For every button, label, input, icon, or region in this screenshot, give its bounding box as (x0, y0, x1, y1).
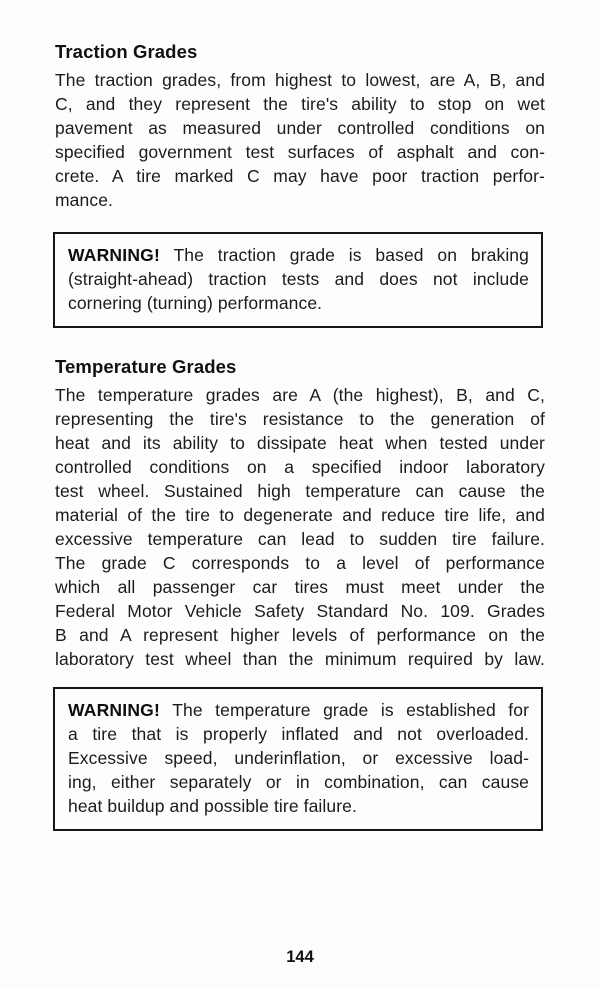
text-line: Federal Motor Vehicle Safety Standard No. 109. Grades (55, 601, 545, 621)
text-line: heat and its ability to dissipate heat when tested under (55, 433, 545, 453)
text-line: specified government test surfaces of asphalt and con- (55, 142, 545, 162)
warning-label: WARNING! (68, 245, 161, 265)
page-number: 144 (286, 948, 314, 966)
text-line: Excessive speed, underinflation, or excessive load- (68, 748, 529, 768)
temperature-paragraph (55, 383, 545, 671)
traction-paragraph (55, 68, 545, 212)
text-line: excessive temperature can lead to sudden tire failure. (55, 529, 545, 549)
warning-text: The traction grade is based on braking (173, 245, 529, 265)
text-line: heat buildup and possible tire failure. (68, 796, 357, 816)
text-line: mance. (55, 190, 113, 210)
text-line: (straight-ahead) traction tests and does not include (68, 269, 529, 289)
warning-label: WARNING! (68, 700, 161, 720)
text-line: B and A represent higher levels of performance on the (55, 625, 545, 645)
text-line: which all passenger car tires must meet under the (55, 577, 545, 597)
text-line: test wheel. Sustained high temperature can cause the (55, 481, 545, 501)
text-line: pavement as measured under controlled conditions on (55, 118, 545, 138)
traction-heading: Traction Grades (55, 41, 198, 62)
warning-box-temperature (53, 687, 543, 831)
section-temperature (55, 355, 545, 671)
temperature-heading: Temperature Grades (55, 356, 237, 377)
text-line: ing, either separately or in combination, can cause (68, 772, 529, 792)
text-line (68, 243, 529, 267)
warning-text: The temperature grade is established for (172, 700, 530, 720)
text-line: The temperature grades are A (the highest), B, and C, (55, 385, 545, 405)
text-line: C, and they represent the tire's ability to stop on wet (55, 94, 545, 114)
warning-box-traction (53, 232, 543, 328)
text-line: laboratory test wheel than the minimum required by law. (55, 649, 545, 669)
text-line: The grade C corresponds to a level of performance (55, 553, 545, 573)
text-line: a tire that is properly inflated and not overloaded. (68, 724, 529, 744)
text-line: crete. A tire marked C may have poor traction perfor- (55, 166, 545, 186)
text-line: cornering (turning) performance. (68, 293, 323, 313)
text-line (68, 698, 529, 722)
text-line: material of the tire to degenerate and reduce tire life, and (55, 505, 545, 525)
section-traction (55, 40, 545, 212)
text-line: representing the tire's resistance to the generation of (55, 409, 545, 429)
text-line: The traction grades, from highest to lowest, are A, B, and (55, 70, 545, 90)
text-line: controlled conditions on a specified indoor laboratory (55, 457, 545, 477)
